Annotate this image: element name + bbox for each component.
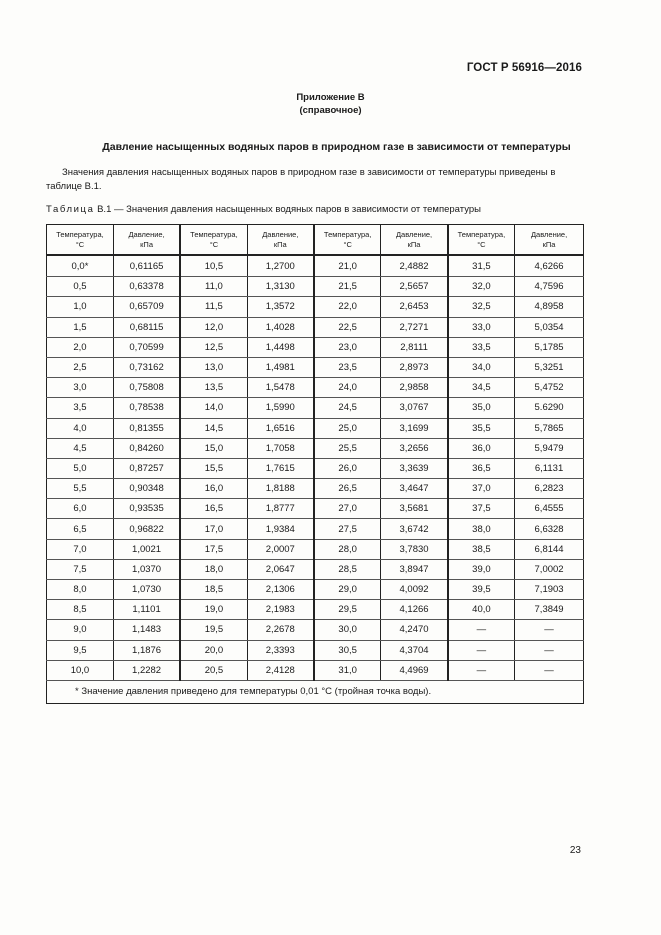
pressure-cell: 0,65709 — [113, 297, 180, 317]
temperature-cell: 11,0 — [180, 277, 247, 297]
pressure-cell: 2,8973 — [381, 357, 448, 377]
temperature-cell: 29,5 — [314, 600, 381, 620]
pressure-cell: 2,9858 — [381, 378, 448, 398]
pressure-cell: 6,4555 — [515, 499, 584, 519]
temperature-cell: 30,0 — [314, 620, 381, 640]
table-row — [47, 418, 584, 438]
temperature-cell: 1,5 — [47, 317, 114, 337]
pressure-cell: 3,7830 — [381, 539, 448, 559]
column-header — [180, 225, 247, 256]
temperature-cell: 0,0* — [47, 255, 114, 277]
pressure-cell: 0,93535 — [113, 499, 180, 519]
column-header-line: °С — [75, 239, 85, 249]
temperature-cell: 12,0 — [180, 317, 247, 337]
pressure-cell: 5,7865 — [515, 418, 584, 438]
pressure-cell: 6,2823 — [515, 479, 584, 499]
table-row — [47, 378, 584, 398]
temperature-cell: 8,0 — [47, 580, 114, 600]
pressure-cell: — — [515, 620, 584, 640]
temperature-cell: 31,5 — [448, 255, 515, 277]
temperature-cell: 7,0 — [47, 539, 114, 559]
column-header-line: Давление, — [128, 229, 165, 239]
temperature-cell: 15,0 — [180, 438, 247, 458]
temperature-cell: 7,5 — [47, 559, 114, 579]
pressure-cell: 7,1903 — [515, 580, 584, 600]
temperature-cell: 10,5 — [180, 255, 247, 277]
table-row — [47, 317, 584, 337]
page-number: 23 — [569, 845, 581, 856]
pressure-cell: 1,1483 — [113, 620, 180, 640]
temperature-cell: 32,0 — [448, 277, 515, 297]
pressure-cell: 2,0647 — [247, 559, 314, 579]
pressure-cell: 2,1983 — [247, 600, 314, 620]
pressure-cell: 4,4969 — [381, 660, 448, 680]
temperature-cell: 28,0 — [314, 539, 381, 559]
column-header-line: °С — [343, 239, 352, 249]
column-header-line: °С — [209, 239, 219, 249]
temperature-cell: 25,5 — [314, 438, 381, 458]
pressure-cell: 0,96822 — [113, 519, 180, 539]
column-header — [381, 225, 448, 256]
pressure-cell: 1,4498 — [247, 337, 314, 357]
pressure-cell: 1,0730 — [113, 580, 180, 600]
temperature-cell: 10,0 — [47, 660, 114, 680]
table-body — [47, 255, 584, 680]
pressure-cell: 1,3572 — [247, 297, 314, 317]
column-header-line: Температура, — [457, 229, 506, 239]
pressure-cell: 2,1306 — [247, 580, 314, 600]
temperature-cell: 34,0 — [448, 357, 515, 377]
temperature-cell: 34,5 — [448, 378, 515, 398]
pressure-cell: 1,5478 — [247, 378, 314, 398]
table-row — [47, 458, 584, 478]
pressure-cell: 7,0002 — [515, 559, 584, 579]
temperature-cell: 17,5 — [180, 539, 247, 559]
pressure-cell: 2,3393 — [247, 640, 314, 660]
pressure-cell: 1,7615 — [247, 458, 314, 478]
table-row — [47, 660, 584, 680]
temperature-cell: 15,5 — [180, 458, 247, 478]
pressure-cell: 0,78538 — [113, 398, 180, 418]
temperature-cell: 38,0 — [448, 519, 515, 539]
pressure-cell: 1,4028 — [247, 317, 314, 337]
temperature-cell: 4,0 — [47, 418, 114, 438]
pressure-cell: 4,3704 — [381, 640, 448, 660]
temperature-cell: 24,5 — [314, 398, 381, 418]
pressure-cell: 1,5990 — [247, 398, 314, 418]
column-header — [247, 225, 314, 256]
temperature-cell: 21,5 — [314, 277, 381, 297]
table-row — [47, 539, 584, 559]
pressure-cell: 2,8111 — [381, 337, 448, 357]
pressure-cell: 0,63378 — [113, 277, 180, 297]
temperature-cell: 20,0 — [180, 640, 247, 660]
column-header-line: Давление, — [262, 229, 299, 239]
temperature-cell: 16,0 — [180, 479, 247, 499]
pressure-cell: 5,3251 — [515, 357, 584, 377]
temperature-cell: 26,0 — [314, 458, 381, 478]
column-header — [515, 225, 584, 256]
pressure-cell: 7,3849 — [515, 600, 584, 620]
pressure-cell: 1,0021 — [113, 539, 180, 559]
table-row — [47, 297, 584, 317]
pressure-table — [46, 224, 584, 704]
pressure-cell: 5,9479 — [515, 438, 584, 458]
column-header-line: кПа — [542, 239, 556, 249]
table-caption-text: — Значения давления насыщенных водяных паров в зависимости от температуры — [111, 204, 481, 215]
temperature-cell: 39,5 — [448, 580, 515, 600]
pressure-cell: 0,84260 — [113, 438, 180, 458]
pressure-cell: 0,61165 — [113, 255, 180, 277]
pressure-cell: 1,4981 — [247, 357, 314, 377]
pressure-cell: 5,4752 — [515, 378, 584, 398]
table-row — [47, 499, 584, 519]
temperature-cell: 5,5 — [47, 479, 114, 499]
temperature-cell: — — [448, 620, 515, 640]
pressure-cell: 0,75808 — [113, 378, 180, 398]
table-caption-number: В.1 — [97, 204, 112, 215]
pressure-cell: 1,3130 — [247, 277, 314, 297]
temperature-cell: 4,5 — [47, 438, 114, 458]
temperature-cell: 2,5 — [47, 357, 114, 377]
temperature-cell: 33,5 — [448, 337, 515, 357]
pressure-cell: 1,0370 — [113, 559, 180, 579]
pressure-cell: 4,8958 — [515, 297, 584, 317]
temperature-cell: 16,5 — [180, 499, 247, 519]
section-heading: Давление насыщенных водяных паров в природном газе в зависимости от температуры — [102, 141, 571, 153]
pressure-cell: 3,8947 — [381, 559, 448, 579]
pressure-cell: 3,4647 — [381, 479, 448, 499]
temperature-cell: 21,0 — [314, 255, 381, 277]
pressure-cell: 1,7058 — [247, 438, 314, 458]
column-header-line: Температура, — [323, 229, 372, 239]
temperature-cell: 36,0 — [448, 438, 515, 458]
pressure-cell: 3,1699 — [381, 418, 448, 438]
column-header — [47, 225, 114, 256]
table-caption — [46, 204, 481, 215]
temperature-cell: 30,5 — [314, 640, 381, 660]
pressure-cell: 6,6328 — [515, 519, 584, 539]
table-footnote: * Значение давления приведено для температуры 0,01 °С (тройная точка воды). — [47, 680, 584, 703]
temperature-cell: 19,0 — [180, 600, 247, 620]
temperature-cell: 6,5 — [47, 519, 114, 539]
table-row — [47, 277, 584, 297]
table-header-row — [47, 225, 584, 256]
temperature-cell: 14,5 — [180, 418, 247, 438]
pressure-cell: 4,7596 — [515, 277, 584, 297]
table-row — [47, 519, 584, 539]
annex-heading — [0, 91, 661, 117]
temperature-cell: 19,5 — [180, 620, 247, 640]
temperature-cell: 35,5 — [448, 418, 515, 438]
temperature-cell: 5,0 — [47, 458, 114, 478]
temperature-cell: 36,5 — [448, 458, 515, 478]
document-code: ГОСТ Р 56916—2016 — [466, 62, 582, 74]
temperature-cell: 37,0 — [448, 479, 515, 499]
temperature-cell: 23,0 — [314, 337, 381, 357]
table-row — [47, 438, 584, 458]
temperature-cell: 1,0 — [47, 297, 114, 317]
temperature-cell: 26,5 — [314, 479, 381, 499]
column-header-line: Температура, — [56, 229, 104, 239]
temperature-cell: 20,5 — [180, 660, 247, 680]
table-row — [47, 559, 584, 579]
pressure-cell: 3,3639 — [381, 458, 448, 478]
column-header-line: °С — [477, 239, 486, 249]
temperature-cell: 14,0 — [180, 398, 247, 418]
column-header-line: Температура, — [190, 229, 238, 239]
temperature-cell: 17,0 — [180, 519, 247, 539]
pressure-cell: 5,1785 — [515, 337, 584, 357]
column-header-line: Давление, — [395, 229, 433, 239]
table-row — [47, 398, 584, 418]
pressure-cell: 2,5657 — [381, 277, 448, 297]
pressure-cell: 1,2700 — [247, 255, 314, 277]
pressure-cell: 0,87257 — [113, 458, 180, 478]
pressure-cell: 3,6742 — [381, 519, 448, 539]
pressure-cell: 0,68115 — [113, 317, 180, 337]
pressure-cell: 4,0092 — [381, 580, 448, 600]
temperature-cell: 2,0 — [47, 337, 114, 357]
pressure-cell: 1,8777 — [247, 499, 314, 519]
temperature-cell: 23,5 — [314, 357, 381, 377]
pressure-cell: 2,2678 — [247, 620, 314, 640]
annex-title: Приложение В — [296, 92, 365, 103]
pressure-cell: — — [515, 660, 584, 680]
intro-paragraph: Значения давления насыщенных водяных паров в природном газе в зависимости от температуры приведены в таблице В.1. — [46, 167, 556, 192]
column-header — [113, 225, 180, 256]
pressure-cell: 2,6453 — [381, 297, 448, 317]
pressure-cell: 2,4882 — [381, 255, 448, 277]
column-header-line: кПа — [407, 239, 421, 249]
table-row — [47, 255, 584, 277]
pressure-cell: 6,1131 — [515, 458, 584, 478]
footnote-row — [47, 680, 584, 703]
temperature-cell: 35,0 — [448, 398, 515, 418]
table-caption-label: Таблица — [46, 204, 95, 215]
pressure-cell: 4,1266 — [381, 600, 448, 620]
temperature-cell: 18,0 — [180, 559, 247, 579]
pressure-cell: 5,0354 — [515, 317, 584, 337]
pressure-cell: — — [515, 640, 584, 660]
temperature-cell: 11,5 — [180, 297, 247, 317]
temperature-cell: 9,0 — [47, 620, 114, 640]
pressure-cell: 0,90348 — [113, 479, 180, 499]
temperature-cell: 33,0 — [448, 317, 515, 337]
temperature-cell: 25,0 — [314, 418, 381, 438]
temperature-cell: 22,5 — [314, 317, 381, 337]
pressure-cell: 2,4128 — [247, 660, 314, 680]
temperature-cell: 24,0 — [314, 378, 381, 398]
temperature-cell: 31,0 — [314, 660, 381, 680]
table-row — [47, 357, 584, 377]
pressure-cell: 4,2470 — [381, 620, 448, 640]
temperature-cell: 3,0 — [47, 378, 114, 398]
pressure-cell: 1,9384 — [247, 519, 314, 539]
pressure-cell: 1,8188 — [247, 479, 314, 499]
temperature-cell: 12,5 — [180, 337, 247, 357]
temperature-cell: 40,0 — [448, 600, 515, 620]
temperature-cell: 27,5 — [314, 519, 381, 539]
pressure-cell: 2,0007 — [247, 539, 314, 559]
pressure-cell: 1,6516 — [247, 418, 314, 438]
table-row — [47, 640, 584, 660]
pressure-cell: 1,2282 — [113, 660, 180, 680]
table-row — [47, 337, 584, 357]
temperature-cell: 29,0 — [314, 580, 381, 600]
temperature-cell: 13,0 — [180, 357, 247, 377]
column-header — [448, 225, 515, 256]
pressure-cell: 2,7271 — [381, 317, 448, 337]
temperature-cell: 32,5 — [448, 297, 515, 317]
temperature-cell: 8,5 — [47, 600, 114, 620]
pressure-cell: 0,81355 — [113, 418, 180, 438]
pressure-cell: 3,2656 — [381, 438, 448, 458]
temperature-cell: — — [448, 660, 515, 680]
temperature-cell: 27,0 — [314, 499, 381, 519]
pressure-cell: 3,0767 — [381, 398, 448, 418]
temperature-cell: 3,5 — [47, 398, 114, 418]
column-header — [314, 225, 381, 256]
temperature-cell: 18,5 — [180, 580, 247, 600]
pressure-cell: 1,1101 — [113, 600, 180, 620]
pressure-cell: 6,8144 — [515, 539, 584, 559]
table-row — [47, 600, 584, 620]
pressure-cell: 0,73162 — [113, 357, 180, 377]
temperature-cell: 28,5 — [314, 559, 381, 579]
table-row — [47, 580, 584, 600]
table-row — [47, 479, 584, 499]
temperature-cell: 37,5 — [448, 499, 515, 519]
temperature-cell: — — [448, 640, 515, 660]
temperature-cell: 6,0 — [47, 499, 114, 519]
pressure-cell: 4,6266 — [515, 255, 584, 277]
temperature-cell: 9,5 — [47, 640, 114, 660]
pressure-cell: 3,5681 — [381, 499, 448, 519]
annex-subtitle: (справочное) — [299, 105, 362, 116]
temperature-cell: 22,0 — [314, 297, 381, 317]
column-header-line: кПа — [273, 239, 287, 249]
pressure-cell: 0,70599 — [113, 337, 180, 357]
table-row — [47, 620, 584, 640]
column-header-line: кПа — [140, 239, 153, 249]
temperature-cell: 13,5 — [180, 378, 247, 398]
temperature-cell: 38,5 — [448, 539, 515, 559]
pressure-cell: 1,1876 — [113, 640, 180, 660]
pressure-cell: 5.6290 — [515, 398, 584, 418]
column-header-line: Давление, — [530, 229, 568, 239]
temperature-cell: 0,5 — [47, 277, 114, 297]
temperature-cell: 39,0 — [448, 559, 515, 579]
